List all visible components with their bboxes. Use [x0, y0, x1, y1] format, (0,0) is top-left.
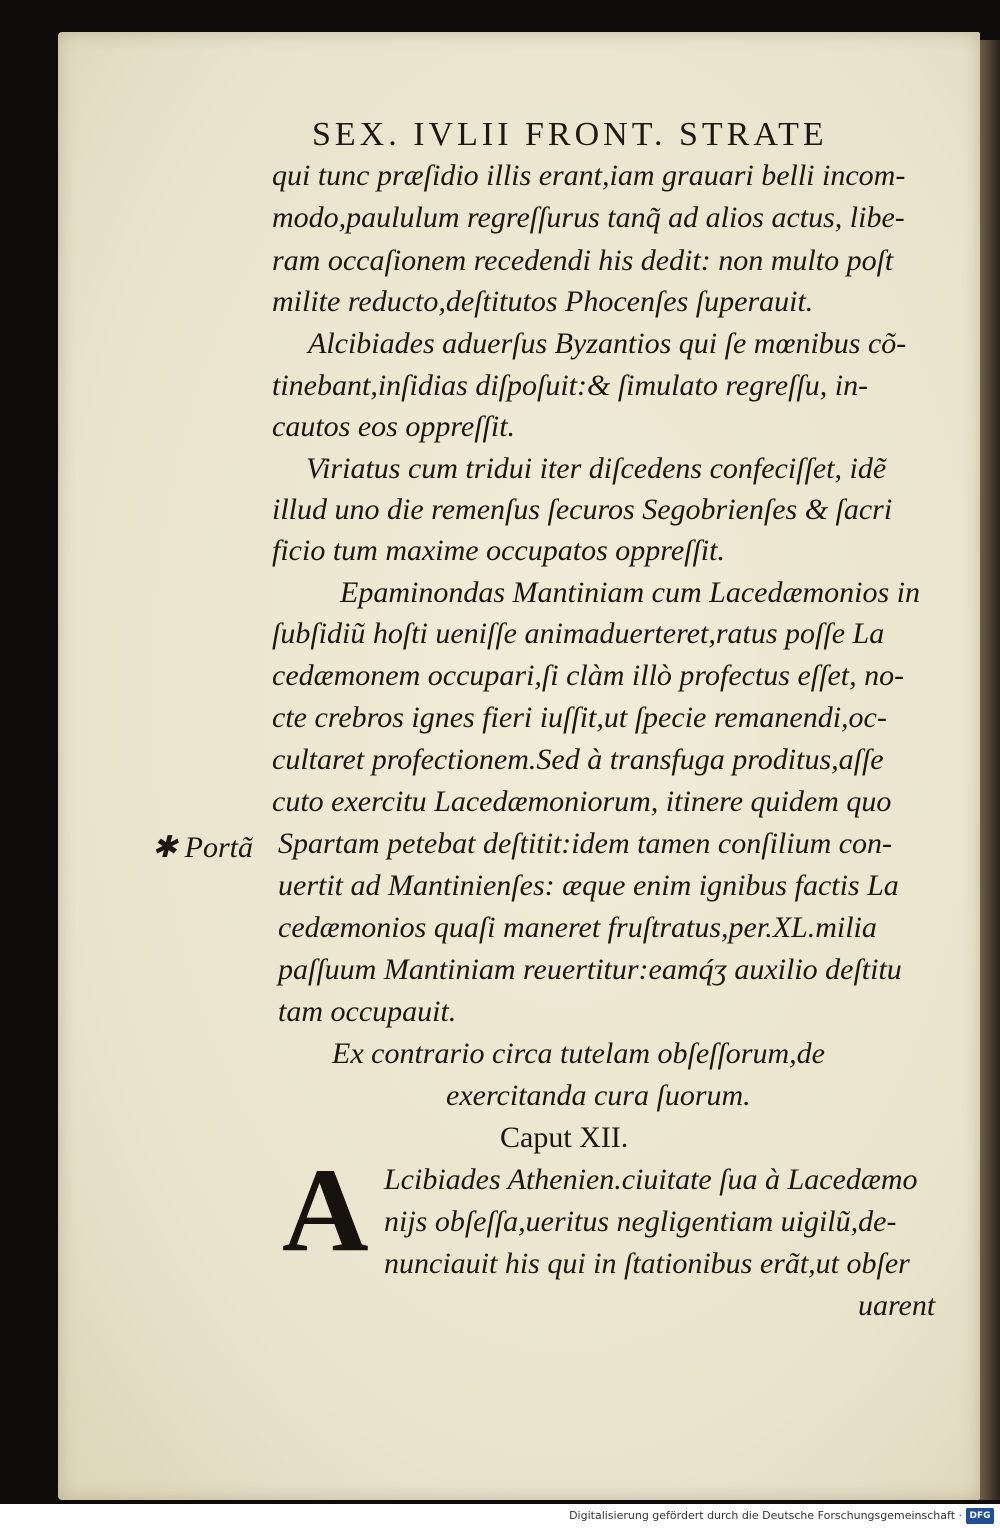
text-line: cuto exercitu Lacedæmoniorum, itinere quidem quo [272, 785, 892, 818]
running-head: SEX. IVLII FRONT. STRATE [312, 116, 828, 153]
text-line: cultaret profectionem.Sed à transfuga proditus,aſſe [272, 743, 884, 776]
section-heading-line: Ex contrario circa tutelam obſeſſorum,de [332, 1037, 825, 1070]
text-line: cedæmonem occupari,ſi clàm illò profectus eſſet, no- [272, 659, 905, 692]
text-line: uertit ad Mantinienſes: æque enim ignibus factis La [278, 869, 899, 902]
text-line: ficio tum maxime occupatos oppreſſit. [272, 534, 725, 567]
footer-bar [0, 1504, 1000, 1528]
text-line: tam occupauit. [278, 995, 457, 1028]
section-heading-line: exercitanda cura ſuorum. [446, 1079, 751, 1112]
text-line: paſſuum Mantiniam reuertitur:eamq́ʒ auxilio deſtitu [278, 953, 902, 986]
text-line: ram occaſionem recedendi his dedit: non multo poſt [272, 244, 894, 277]
text-line: nijs obſeſſa,ueritus negligentiam uigilũ,de- [384, 1205, 897, 1238]
text-line: cedæmonios quaſi maneret fruſtratus,per.XL.milia [278, 911, 877, 944]
text-line: nunciauit his qui in ſtationibus erãt,ut obſer [384, 1247, 910, 1280]
text-line: Spartam petebat deſtitit:idem tamen conſilium con- [278, 827, 893, 860]
text-line: milite reducto,deſtitutos Phocenſes ſuperauit. [272, 285, 814, 318]
text-line: ſubſidiũ hoſti ueniſſe animaduerteret,ratus poſſe La [272, 617, 885, 650]
text-line: Viriatus cum tridui iter diſcedens confeciſſet, idẽ [306, 452, 887, 485]
text-line: Epaminondas Mantiniam cum Lacedæmonios in [340, 576, 920, 609]
text-line: Lcibiades Athenien.ciuitate ſua à Lacedæmo [384, 1163, 918, 1196]
text-line: Alcibiades aduerſus Byzantios qui ſe mœnibus cõ- [308, 327, 907, 360]
drop-cap: A [282, 1143, 369, 1276]
chapter-number: Caput XII. [500, 1121, 629, 1154]
text-line: illud uno die remenſus ſecuros Segobrienſes & ſacri [272, 493, 893, 526]
catchword: uarent [858, 1289, 936, 1322]
text-line: cautos eos oppreſſit. [272, 410, 516, 443]
text-line: cte crebros ignes fieri iuſſit,ut ſpecie remanendi,oc- [272, 701, 887, 734]
text-line: qui tunc præſidio illis erant,iam grauari belli incom- [272, 159, 906, 192]
text-line: tinebant,inſidias diſpoſuit:& ſimulato regreſſu, in- [272, 369, 869, 402]
text-line: modo,paululum regreſſurus tanq̃ ad alios actus, libe- [272, 201, 905, 234]
footer-credit: Digitalisierung gefördert durch die Deutsche Forschungsgemeinschaft · [569, 1509, 962, 1522]
margin-note: ✱ Portã [152, 831, 253, 864]
dfg-logo-icon: DFG [966, 1508, 994, 1524]
